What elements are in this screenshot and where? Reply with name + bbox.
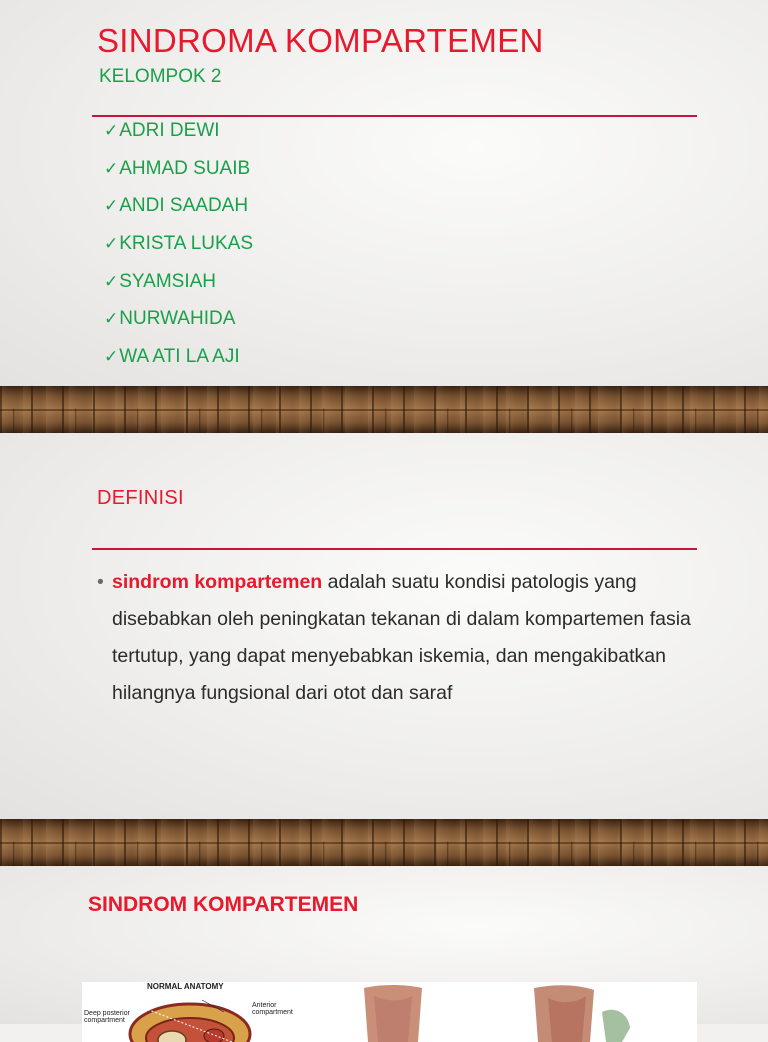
list-item xyxy=(104,158,253,196)
list-item xyxy=(104,195,253,233)
bullet-icon: • xyxy=(97,571,104,593)
figure-label-deep-posterior: Deep posterior compartment xyxy=(84,1010,130,1024)
definition-text xyxy=(112,564,697,712)
member-name: NURWAHIDA xyxy=(119,308,236,330)
check-icon: ✓ xyxy=(104,158,119,179)
member-name: ANDI SAADAH xyxy=(119,195,249,217)
check-icon: ✓ xyxy=(104,234,119,255)
figure-label-anterior: Anterior compartment xyxy=(252,1002,293,1016)
check-icon: ✓ xyxy=(104,347,119,368)
check-icon: ✓ xyxy=(104,121,119,141)
figure-heading: NORMAL ANATOMY xyxy=(147,982,224,991)
list-item xyxy=(104,271,253,309)
slide-title: SINDROM KOMPARTEMEN xyxy=(88,893,359,916)
check-icon: ✓ xyxy=(104,271,119,292)
wood-floor-divider xyxy=(0,386,768,433)
wood-floor-divider xyxy=(0,819,768,866)
member-name: KRISTA LUKAS xyxy=(119,233,254,255)
anatomy-illustration xyxy=(82,982,697,1042)
slide-1 xyxy=(0,0,768,386)
definition-description: adalah suatu kondisi patologis yang disebabkan oleh peningkatan tekanan di dalam kompartemen fasia tertutup, yang dapat menyebabkan iskemia, dan mengakibatkan hilangnya fungsional dari otot dan saraf xyxy=(112,571,691,704)
check-icon: ✓ xyxy=(104,196,119,217)
member-name: WA ATI LA AJI xyxy=(119,346,240,368)
list-item xyxy=(104,233,253,271)
anatomy-figure xyxy=(82,982,697,1042)
slide-subtitle: KELOMPOK 2 xyxy=(99,66,222,87)
list-item xyxy=(104,346,253,384)
list-item xyxy=(104,308,253,346)
member-list xyxy=(104,120,253,384)
check-icon: ✓ xyxy=(104,309,119,330)
member-name: ADRI DEWI xyxy=(119,120,220,141)
slide-title: SINDROMA KOMPARTEMEN xyxy=(97,22,544,59)
title-divider xyxy=(92,115,697,117)
member-name: AHMAD SUAIB xyxy=(119,157,251,179)
member-name: SYAMSIAH xyxy=(119,270,217,292)
title-divider xyxy=(92,548,697,550)
list-item xyxy=(104,120,253,158)
definition-term: sindrom kompartemen xyxy=(112,571,323,593)
definition-paragraph xyxy=(97,564,697,712)
section-title-definisi: DEFINISI xyxy=(97,487,184,509)
